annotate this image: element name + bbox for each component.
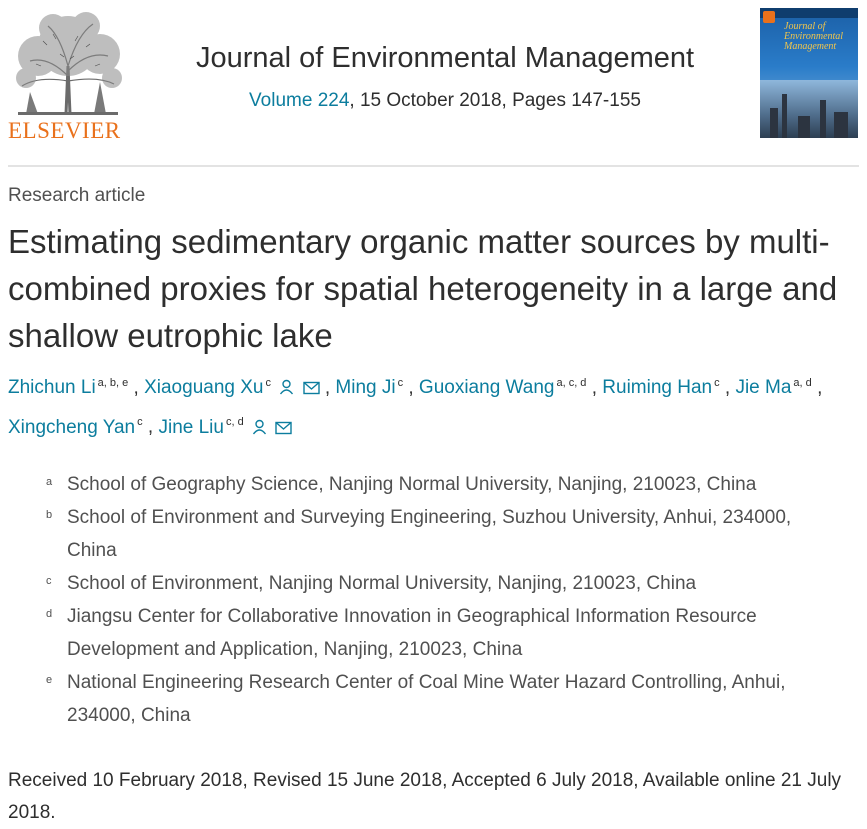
cover-photo [760,80,858,138]
article-type: Research article [8,185,146,206]
author-name[interactable]: Ruiming Han [602,377,713,399]
affiliation-text: Jiangsu Center for Collaborative Innovation in Geographical Information Resource Development and Application, Nanjing, 210023, China [67,606,757,660]
author-affiliation-sup: c, d [225,416,244,429]
author[interactable] [419,377,592,398]
elsevier-tree-icon [8,6,128,118]
affiliation-label: a [46,476,53,488]
affiliation-text: National Engineering Research Center of Coal Mine Water Hazard Controlling, Anhui, 234000, China [67,672,786,726]
author[interactable] [8,417,148,438]
cover-building [834,112,848,138]
header-divider [8,165,859,167]
author-name[interactable]: Xingcheng Yan [8,416,136,438]
affiliation-label: e [46,674,53,686]
journal-cover-image[interactable] [760,8,858,138]
article-header [0,0,867,166]
author-name[interactable]: Guoxiang Wang [418,377,555,399]
issue-info [150,90,740,112]
author[interactable] [8,377,134,398]
author-name[interactable]: Jine Liu [158,416,224,438]
elsevier-logo[interactable] [8,6,132,144]
affiliation-text: School of Environment, Nanjing Normal University, Nanjing, 210023, China [67,573,697,594]
envelope-icon[interactable] [303,381,320,395]
cover-building [798,116,810,138]
affiliation-label: c [46,575,52,587]
affiliation-label: b [46,509,53,521]
author-separator: , [408,377,414,399]
affiliation-list [46,468,846,732]
author-affiliation-sup: c [137,416,143,429]
cover-building [820,100,826,138]
author-affiliation-sup: c [714,377,720,389]
envelope-icon[interactable] [275,421,292,435]
author-affiliation-sup: c [265,377,271,389]
cover-building [782,94,787,138]
author[interactable] [144,377,325,398]
affiliation-item [46,666,846,732]
affiliation-text: School of Environment and Surveying Engineering, Suzhou University, Anhui, 234000, China [67,507,792,561]
affiliation-item [46,567,846,600]
author-name[interactable]: Zhichun Li [8,377,96,399]
author-affiliation-sup: a, b, e [97,377,129,389]
author[interactable] [335,377,408,398]
article-title: Estimating sedimentary organic matter sources by multi-combined proxies for spatial heterogeneity in a large and shallow eutrophic lake [8,223,838,354]
author-separator: , [324,377,331,399]
author-list [8,366,858,445]
affiliation-item [46,501,846,567]
author-name[interactable]: Xiaoguang Xu [144,377,264,399]
cover-title: Journal of Environmental Management [784,21,844,52]
author-affiliation-sup: a, c, d [556,377,587,389]
journal-title[interactable] [150,42,740,75]
person-icon[interactable] [252,419,267,435]
article-history: Received 10 February 2018, Revised 15 June 2018, Accepted 6 July 2018, Available online 21 July 2018. [8,770,842,823]
elsevier-wordmark: ELSEVIER [8,118,121,143]
cover-publisher-icon [763,11,775,23]
volume-link[interactable]: Volume 224 [249,90,350,111]
affiliation-item [46,468,846,501]
author-separator: , [133,377,139,399]
author-separator: , [724,377,731,399]
author-separator: , [591,377,597,399]
journal-title-link[interactable]: Journal of Environmental Management [195,42,695,74]
cover-building [770,108,778,138]
author-separator: , [817,377,823,399]
person-icon[interactable] [279,379,294,395]
author[interactable] [158,417,292,438]
author-affiliation-sup: a, d [793,377,812,389]
author[interactable] [602,377,725,398]
author-name[interactable]: Jie Ma [735,377,792,399]
affiliation-text: School of Geography Science, Nanjing Normal University, Nanjing, 210023, China [67,474,757,495]
author[interactable] [735,377,817,398]
affiliation-label: d [46,608,53,620]
author-separator: , [147,416,154,438]
author-name[interactable]: Ming Ji [335,377,396,399]
affiliation-item [46,600,846,666]
issue-details: , 15 October 2018, Pages 147-155 [349,90,641,111]
author-affiliation-sup: c [397,377,404,389]
